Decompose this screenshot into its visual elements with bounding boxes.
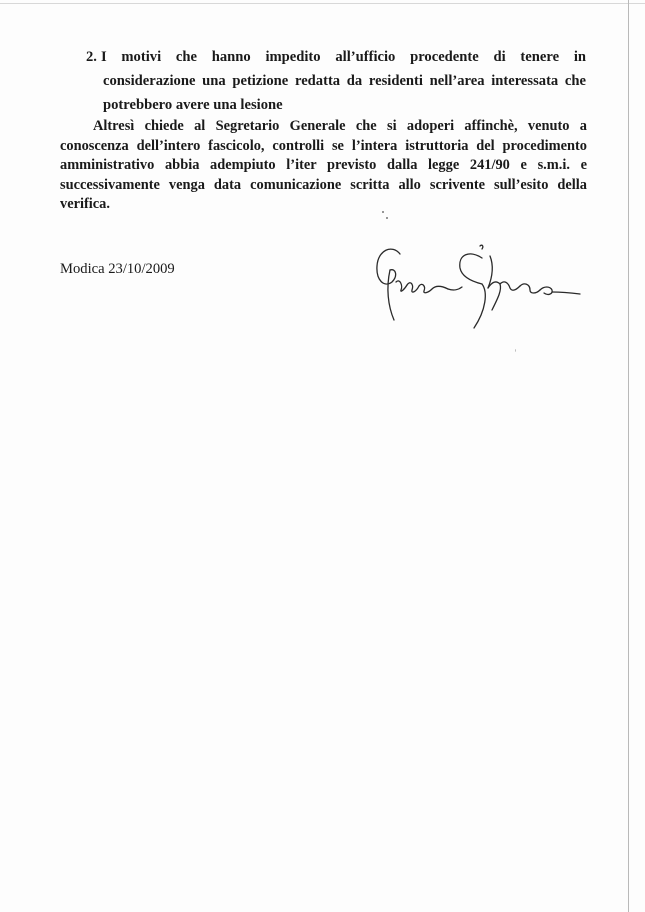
numbered-list-item	[86, 45, 586, 117]
list-item-line: 2. I motivi che hanno impedito all’ufficio procedente di tenere in	[86, 49, 586, 65]
scan-speck	[386, 217, 388, 219]
paragraph-line: verifica.	[60, 196, 110, 212]
paragraph-line: Altresì chiede al Segretario Generale che si adoperi affinchè, venuto a	[93, 118, 587, 134]
paragraph-line: successivamente venga data comunicazione scritta allo scrivente sull’esito della	[60, 176, 587, 193]
paragraph-line: conoscenza dell’intero fascicolo, controlli se l’intera istruttoria del procedimento	[60, 137, 587, 154]
request-paragraph	[60, 117, 587, 215]
scan-edge-right	[628, 0, 629, 912]
scan-speck	[515, 349, 516, 352]
list-number: 2.	[86, 49, 97, 65]
handwritten-signature	[370, 240, 585, 332]
list-item-line: considerazione una petizione redatta da residenti nell’area interessata che	[103, 73, 586, 89]
scan-edge-top	[0, 3, 645, 4]
place-and-date: Modica 23/10/2009	[60, 261, 175, 277]
paragraph-line: amministrativo abbia adempiuto l’iter previsto dalla legge 241/90 e s.m.i. e	[60, 157, 587, 173]
list-item-line: potrebbero avere una lesione	[103, 97, 283, 113]
